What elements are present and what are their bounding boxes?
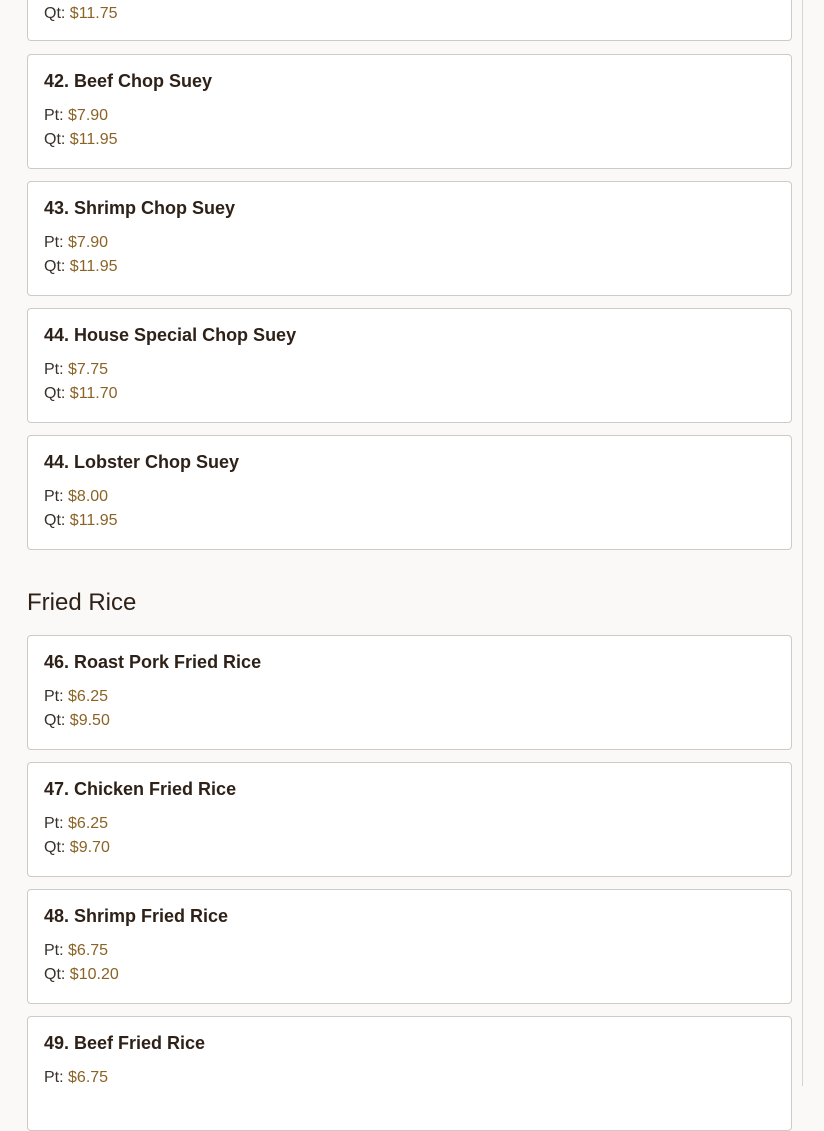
menu-item-title: 44. House Special Chop Suey	[44, 325, 297, 345]
price-quart	[44, 257, 118, 277]
price-label: Qt:	[44, 385, 66, 402]
menu-item-card[interactable]	[27, 762, 792, 877]
menu-item-card[interactable]	[27, 889, 792, 1004]
price-pint	[44, 941, 108, 961]
price-label: Pt:	[44, 942, 64, 959]
price-label: Qt:	[44, 258, 66, 275]
price-amount: $6.25	[68, 688, 109, 705]
menu-item-title: 44. Lobster Chop Suey	[44, 452, 240, 472]
price-label: Qt:	[44, 966, 66, 983]
menu-item-title: 42. Beef Chop Suey	[44, 71, 213, 91]
menu-item-title: 48. Shrimp Fried Rice	[44, 906, 229, 926]
price-pint	[44, 814, 108, 834]
price-label: Qt:	[44, 512, 66, 529]
price-label: Pt:	[44, 488, 64, 505]
price-amount: $11.70	[69, 385, 118, 402]
price-amount: $7.90	[68, 234, 109, 251]
menu-item-title: 47. Chicken Fried Rice	[44, 779, 237, 799]
price-amount: $6.25	[68, 815, 109, 832]
price-amount: $9.70	[69, 839, 110, 856]
price-label: Pt:	[44, 234, 64, 251]
menu-item-title: 49. Beef Fried Rice	[44, 1033, 206, 1053]
price-quart	[44, 511, 118, 531]
price-amount: $10.20	[69, 966, 119, 983]
price-quart	[44, 130, 118, 150]
menu-item-title: 43. Shrimp Chop Suey	[44, 198, 236, 218]
price-label: Pt:	[44, 107, 64, 124]
price-quart	[44, 965, 119, 985]
menu-item-card[interactable]	[27, 1016, 792, 1131]
price-amount: $8.00	[68, 488, 109, 505]
price-quart	[44, 838, 110, 858]
price-amount: $9.50	[69, 712, 110, 729]
price-label: Pt:	[44, 688, 64, 705]
price-label: Qt:	[44, 131, 66, 148]
price-label: Pt:	[44, 1069, 64, 1086]
price-amount: $11.75	[69, 5, 118, 22]
price-quart	[44, 4, 118, 24]
menu-item-card[interactable]	[27, 181, 792, 296]
menu-item-title: 46. Roast Pork Fried Rice	[44, 652, 262, 672]
section-title-fried-rice: Fried Rice	[27, 589, 137, 616]
price-pint	[44, 233, 108, 253]
price-amount: $6.75	[68, 942, 109, 959]
price-pint	[44, 687, 108, 707]
price-amount: $7.75	[68, 361, 109, 378]
price-label: Pt:	[44, 361, 64, 378]
price-pint	[44, 487, 108, 507]
menu-item-card[interactable]	[27, 0, 792, 41]
menu-item-card[interactable]	[27, 54, 792, 169]
price-label: Pt:	[44, 815, 64, 832]
price-label: Qt:	[44, 839, 66, 856]
price-quart	[44, 384, 118, 404]
price-amount: $11.95	[69, 512, 118, 529]
price-amount: $6.75	[68, 1069, 109, 1086]
menu-item-card[interactable]	[27, 635, 792, 750]
price-pint	[44, 1068, 108, 1088]
price-amount: $11.95	[69, 131, 118, 148]
price-pint	[44, 360, 108, 380]
price-pint	[44, 106, 108, 126]
price-label: Qt:	[44, 712, 66, 729]
menu-item-card[interactable]	[27, 435, 792, 550]
menu-item-card[interactable]	[27, 308, 792, 423]
price-quart	[44, 711, 110, 731]
price-amount: $7.90	[68, 107, 109, 124]
price-amount: $11.95	[69, 258, 118, 275]
price-label: Qt:	[44, 5, 66, 22]
